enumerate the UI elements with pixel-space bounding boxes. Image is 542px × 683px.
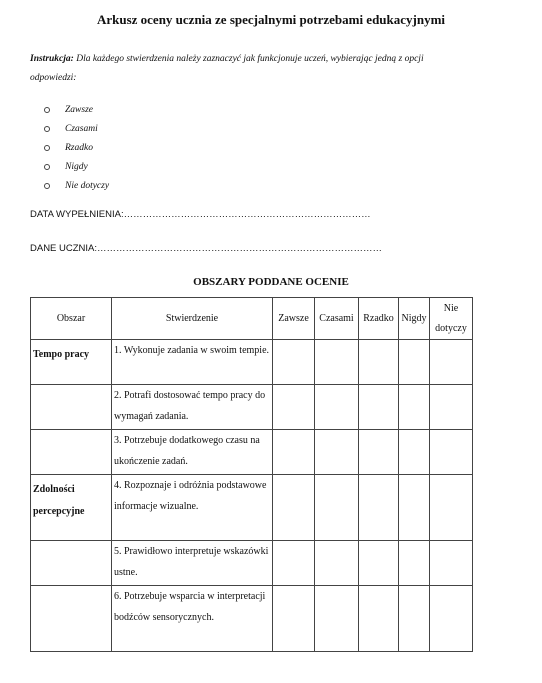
area-cell-empty [31, 430, 112, 475]
answer-cell-always[interactable] [273, 385, 315, 430]
option-label: Rzadko [65, 142, 93, 153]
option-item [44, 157, 109, 176]
option-item [44, 100, 109, 119]
assessment-table [30, 297, 473, 652]
section-title: OBSZARY PODDANE OCENIE [193, 276, 349, 288]
header-na-line2: dotyczy [435, 322, 467, 334]
answer-cell-rarely[interactable] [359, 541, 399, 586]
answer-cell-always[interactable] [273, 541, 315, 586]
header-not-applicable [430, 298, 473, 340]
document-title: Arkusz oceny ucznia ze specjalnymi potrzebami edukacyjnymi [96, 12, 446, 27]
answer-cell-sometimes[interactable] [315, 475, 359, 541]
answer-cell-sometimes[interactable] [315, 340, 359, 385]
circle-bullet-icon [44, 107, 50, 113]
statement-cell: 2. Potrafi dostosować tempo pracy do wymagań zadania. [112, 385, 273, 430]
instruction-label: Instrukcja: [30, 54, 74, 64]
area-cell-empty [31, 385, 112, 430]
header-rarely: Rzadko [359, 298, 399, 340]
header-never: Nigdy [399, 298, 430, 340]
circle-bullet-icon [44, 164, 50, 170]
answer-cell-rarely[interactable] [359, 340, 399, 385]
option-label: Czasami [65, 123, 98, 134]
header-na-line1: Nie [443, 302, 459, 314]
statement-cell: 1. Wykonuje zadania w swoim tempie. [112, 340, 273, 385]
answer-cell-sometimes[interactable] [315, 385, 359, 430]
answer-cell-na[interactable] [430, 586, 473, 652]
answer-cell-na[interactable] [430, 475, 473, 541]
circle-bullet-icon [44, 145, 50, 151]
answer-cell-always[interactable] [273, 475, 315, 541]
table-row [31, 475, 473, 541]
answer-cell-rarely[interactable] [359, 430, 399, 475]
answer-cell-always[interactable] [273, 586, 315, 652]
option-label: Zawsze [65, 104, 93, 115]
table-header-row [31, 298, 473, 340]
answer-cell-na[interactable] [430, 430, 473, 475]
answer-cell-na[interactable] [430, 340, 473, 385]
answer-cell-rarely[interactable] [359, 385, 399, 430]
answer-cell-rarely[interactable] [359, 586, 399, 652]
option-item [44, 119, 109, 138]
area-cell: Tempo pracy [31, 340, 112, 385]
answer-cell-never[interactable] [399, 385, 430, 430]
date-dots: …………………………………………………………………… [123, 209, 371, 220]
answer-cell-never[interactable] [399, 541, 430, 586]
answer-cell-never[interactable] [399, 586, 430, 652]
answer-cell-never[interactable] [399, 475, 430, 541]
table-row [31, 340, 473, 385]
answer-cell-sometimes[interactable] [315, 430, 359, 475]
student-field[interactable] [30, 243, 382, 254]
area-cell: Zdolności percepcyjne [31, 475, 112, 541]
header-area: Obszar [31, 298, 112, 340]
answer-cell-always[interactable] [273, 340, 315, 385]
statement-cell: 4. Rozpoznaje i odróżnia podstawowe informacje wizualne. [112, 475, 273, 541]
answer-options-list [44, 100, 109, 195]
answer-cell-na[interactable] [430, 541, 473, 586]
instruction-text: Dla każdego stwierdzenia należy zaznaczyć jak funkcjonuje uczeń, wybierając jedną z opcji odpowiedzi: [30, 54, 424, 83]
answer-cell-never[interactable] [399, 430, 430, 475]
answer-cell-sometimes[interactable] [315, 586, 359, 652]
table-row [31, 430, 473, 475]
statement-cell: 6. Potrzebuje wsparcia w interpretacji bodźców sensorycznych. [112, 586, 273, 652]
table-row [31, 385, 473, 430]
instruction [30, 50, 470, 88]
answer-cell-never[interactable] [399, 340, 430, 385]
statement-cell: 5. Prawidłowo interpretuje wskazówki ustne. [112, 541, 273, 586]
student-dots: ……………………………………………………………………………… [97, 243, 383, 254]
date-field[interactable] [30, 209, 371, 220]
circle-bullet-icon [44, 183, 50, 189]
option-item [44, 176, 109, 195]
table-row [31, 541, 473, 586]
option-label: Nie dotyczy [65, 180, 110, 191]
option-label: Nigdy [65, 161, 88, 172]
header-statement: Stwierdzenie [112, 298, 273, 340]
table-row [31, 586, 473, 652]
header-always: Zawsze [273, 298, 315, 340]
date-label: DATA WYPEŁNIENIA: [30, 209, 124, 220]
student-label: DANE UCZNIA: [30, 243, 98, 254]
area-cell-empty [31, 541, 112, 586]
answer-cell-always[interactable] [273, 430, 315, 475]
answer-cell-na[interactable] [430, 385, 473, 430]
header-sometimes: Czasami [315, 298, 359, 340]
circle-bullet-icon [44, 126, 50, 132]
answer-cell-sometimes[interactable] [315, 541, 359, 586]
area-cell-empty [31, 586, 112, 652]
statement-cell: 3. Potrzebuje dodatkowego czasu na ukończenie zadań. [112, 430, 273, 475]
option-item [44, 138, 109, 157]
answer-cell-rarely[interactable] [359, 475, 399, 541]
